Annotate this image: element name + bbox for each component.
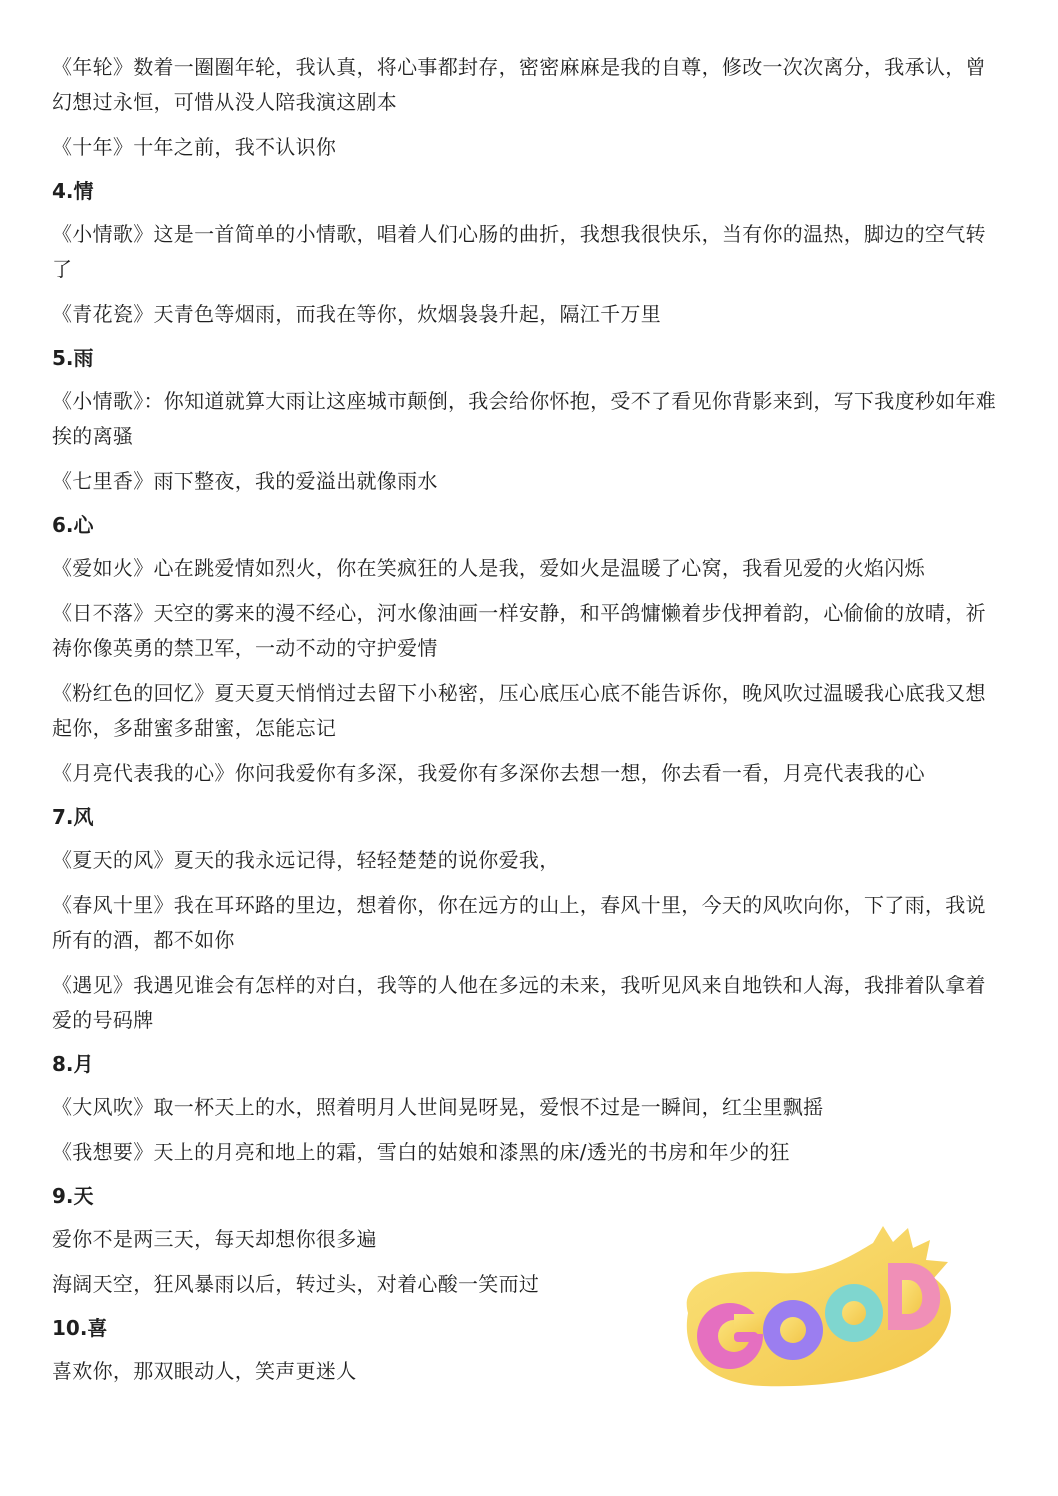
paragraph-chunfengshili: 《春风十里》我在耳环路的里边，想着你，你在远方的山上，春风十里，今天的风吹向你，下了雨，我说所有的酒，都不如你 (52, 893, 986, 952)
paragraph-woxiangyao: 《我想要》天上的月亮和地上的霜，雪白的姑娘和漆黑的床/透光的书房和年少的狂 (52, 1140, 790, 1164)
paragraph-aini: 爱你不是两三天，每天却想你很多遍 (52, 1227, 377, 1251)
heading-yu: 5.雨 (52, 346, 94, 370)
paragraph-xiatiandefeng: 《夏天的风》夏天的我永远记得，轻轻楚楚的说你爱我， (52, 848, 560, 872)
heading-feng: 7.风 (52, 805, 94, 829)
paragraph-xihuanni: 喜欢你，那双眼动人，笑声更迷人 (52, 1359, 357, 1383)
paragraph-shinian: 《十年》十年之前，我不认识你 (52, 135, 337, 159)
paragraph-qilixiang: 《七里香》雨下整夜，我的爱溢出就像雨水 (52, 469, 438, 493)
paragraph-nianlun: 《年轮》数着一圈圈年轮，我认真，将心事都封存，密密麻麻是我的自尊，修改一次次离分，我承认，曾幻想过永恒，可惜从没人陪我演这剧本 (52, 55, 986, 114)
paragraph-ribuluo: 《日不落》天空的雾来的漫不经心，河水像油画一样安静，和平鸽慵懒着步伐押着韵，心偷偷的放晴，祈祷你像英勇的禁卫军，一动不动的守护爱情 (52, 601, 986, 660)
heading-tian: 9.天 (52, 1184, 94, 1208)
heading-qing: 4.情 (52, 179, 94, 203)
heading-xin: 6.心 (52, 513, 94, 537)
paragraph-haikuotiankong: 海阔天空，狂风暴雨以后，转过头，对着心酸一笑而过 (52, 1272, 540, 1296)
good-sticker (668, 1218, 978, 1393)
heading-xi: 10.喜 (52, 1316, 108, 1340)
document-body (52, 50, 1002, 1399)
paragraph-airuhuo: 《爱如火》心在跳爱情如烈火，你在笑疯狂的人是我，爱如火是温暖了心窝，我看见爱的火焰闪烁 (52, 556, 925, 580)
heading-yue: 8.月 (52, 1052, 94, 1076)
paragraph-qinghuaci: 《青花瓷》天青色等烟雨，而我在等你，炊烟袅袅升起，隔江千万里 (52, 302, 661, 326)
paragraph-xiaoqingge-rain: 《小情歌》：你知道就算大雨让这座城市颠倒，我会给你怀抱，受不了看见你背影来到，写下我度秒如年难挨的离骚 (52, 389, 997, 448)
paragraph-yujian: 《遇见》我遇见谁会有怎样的对白，我等的人他在多远的未来，我听见风来自地铁和人海，我排着队拿着爱的号码牌 (52, 973, 986, 1032)
paragraph-xiaoqingge: 《小情歌》这是一首简单的小情歌，唱着人们心肠的曲折，我想我很快乐，当有你的温热，脚边的空气转了 (52, 222, 986, 281)
good-sticker-graphic (668, 1218, 978, 1393)
letter-o-purple-icon (763, 1300, 823, 1360)
paragraph-yueliang: 《月亮代表我的心》你问我爱你有多深，我爱你有多深你去想一想，你去看一看，月亮代表我的心 (52, 761, 925, 785)
paragraph-fenhongse: 《粉红色的回忆》夏天夏天悄悄过去留下小秘密，压心底压心底不能告诉你，晚风吹过温暖我心底我又想起你，多甜蜜多甜蜜，怎能忘记 (52, 681, 986, 740)
paragraph-dafengchui: 《大风吹》取一杯天上的水，照着明月人世间晃呀晃，爱恨不过是一瞬间，红尘里飘摇 (52, 1095, 824, 1119)
letter-o-teal-icon (825, 1284, 883, 1342)
